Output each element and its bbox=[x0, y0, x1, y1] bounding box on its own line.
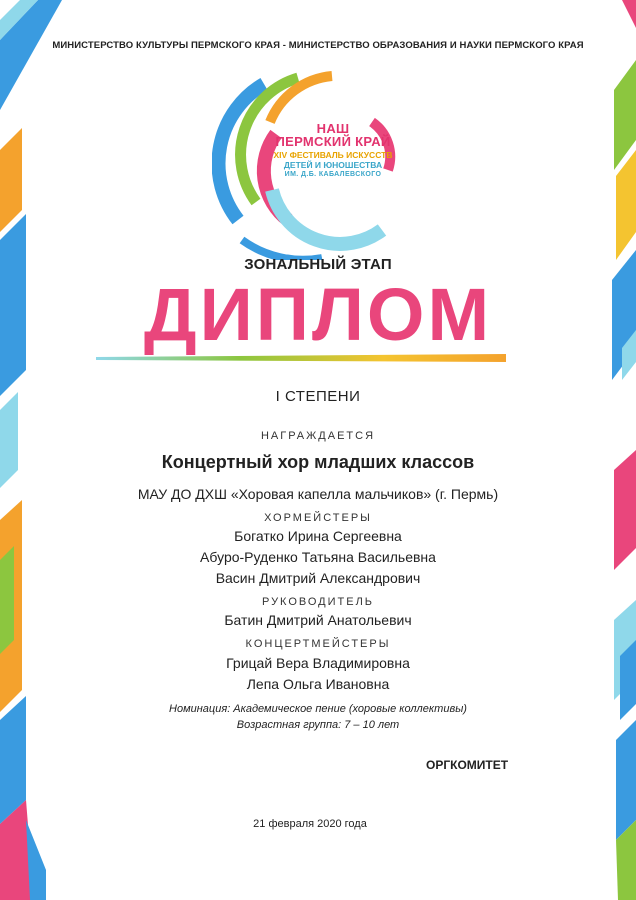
awardee-name: Концертный хор младших классов bbox=[161, 452, 475, 472]
decorative-left-edge bbox=[0, 0, 62, 900]
issue-date: 21 февраля 2020 года bbox=[253, 818, 367, 830]
decorative-right-edge bbox=[574, 0, 636, 900]
ministry-header: МИНИСТЕРСТВО КУЛЬТУРЫ ПЕРМСКОГО КРАЯ - МИНИСТЕРСТВО ОБРАЗОВАНИЯ И НАУКИ ПЕРМСКОГО КРАЯ bbox=[52, 40, 584, 51]
age-group-text: Возрастная группа: 7 – 10 лет bbox=[236, 719, 400, 731]
choirmaster-name: Абуро-Руденко Татьяна Васильевна bbox=[200, 549, 436, 565]
logo-line-4: ДЕТЕЙ И ЮНОШЕСТВА bbox=[283, 160, 383, 170]
logo-line-1: НАШ bbox=[316, 121, 350, 136]
awarded-caption: НАГРАЖДАЕТСЯ bbox=[260, 430, 376, 442]
nomination-text: Номинация: Академическое пение (хоровые коллективы) bbox=[169, 703, 467, 715]
leader-caption: РУКОВОДИТЕЛЬ bbox=[261, 596, 375, 608]
leader-name: Батин Дмитрий Анатольевич bbox=[224, 612, 412, 628]
degree-label: I СТЕПЕНИ bbox=[275, 388, 361, 405]
choirmasters-caption: ХОРМЕЙСТЕРЫ bbox=[264, 512, 372, 524]
institution-name: МАУ ДО ДХШ «Хоровая капелла мальчиков» (г. Пермь) bbox=[137, 486, 499, 502]
logo-line-2: ПЕРМСКИЙ КРАЙ bbox=[275, 134, 391, 149]
organizing-committee: ОРГКОМИТЕТ bbox=[426, 758, 509, 772]
accompanist-name: Лепа Ольга Ивановна bbox=[246, 676, 390, 692]
gradient-rule bbox=[96, 354, 506, 362]
logo-line-3: XIV ФЕСТИВАЛЬ ИСКУССТВ bbox=[273, 150, 393, 160]
festival-logo-text bbox=[258, 122, 408, 179]
choirmaster-name: Богатко Ирина Сергеевна bbox=[234, 528, 402, 544]
logo-line-5: ИМ. Д.Б. КАБАЛЕВСКОГО bbox=[284, 171, 382, 178]
accompanist-name: Грицай Вера Владимировна bbox=[226, 655, 410, 671]
choirmaster-name: Васин Дмитрий Александрович bbox=[215, 570, 421, 586]
accompanists-caption: КОНЦЕРТМЕЙСТЕРЫ bbox=[245, 638, 391, 650]
diploma-title: ДИПЛОМ bbox=[143, 273, 493, 356]
stage-title: ЗОНАЛЬНЫЙ ЭТАП bbox=[244, 256, 392, 273]
